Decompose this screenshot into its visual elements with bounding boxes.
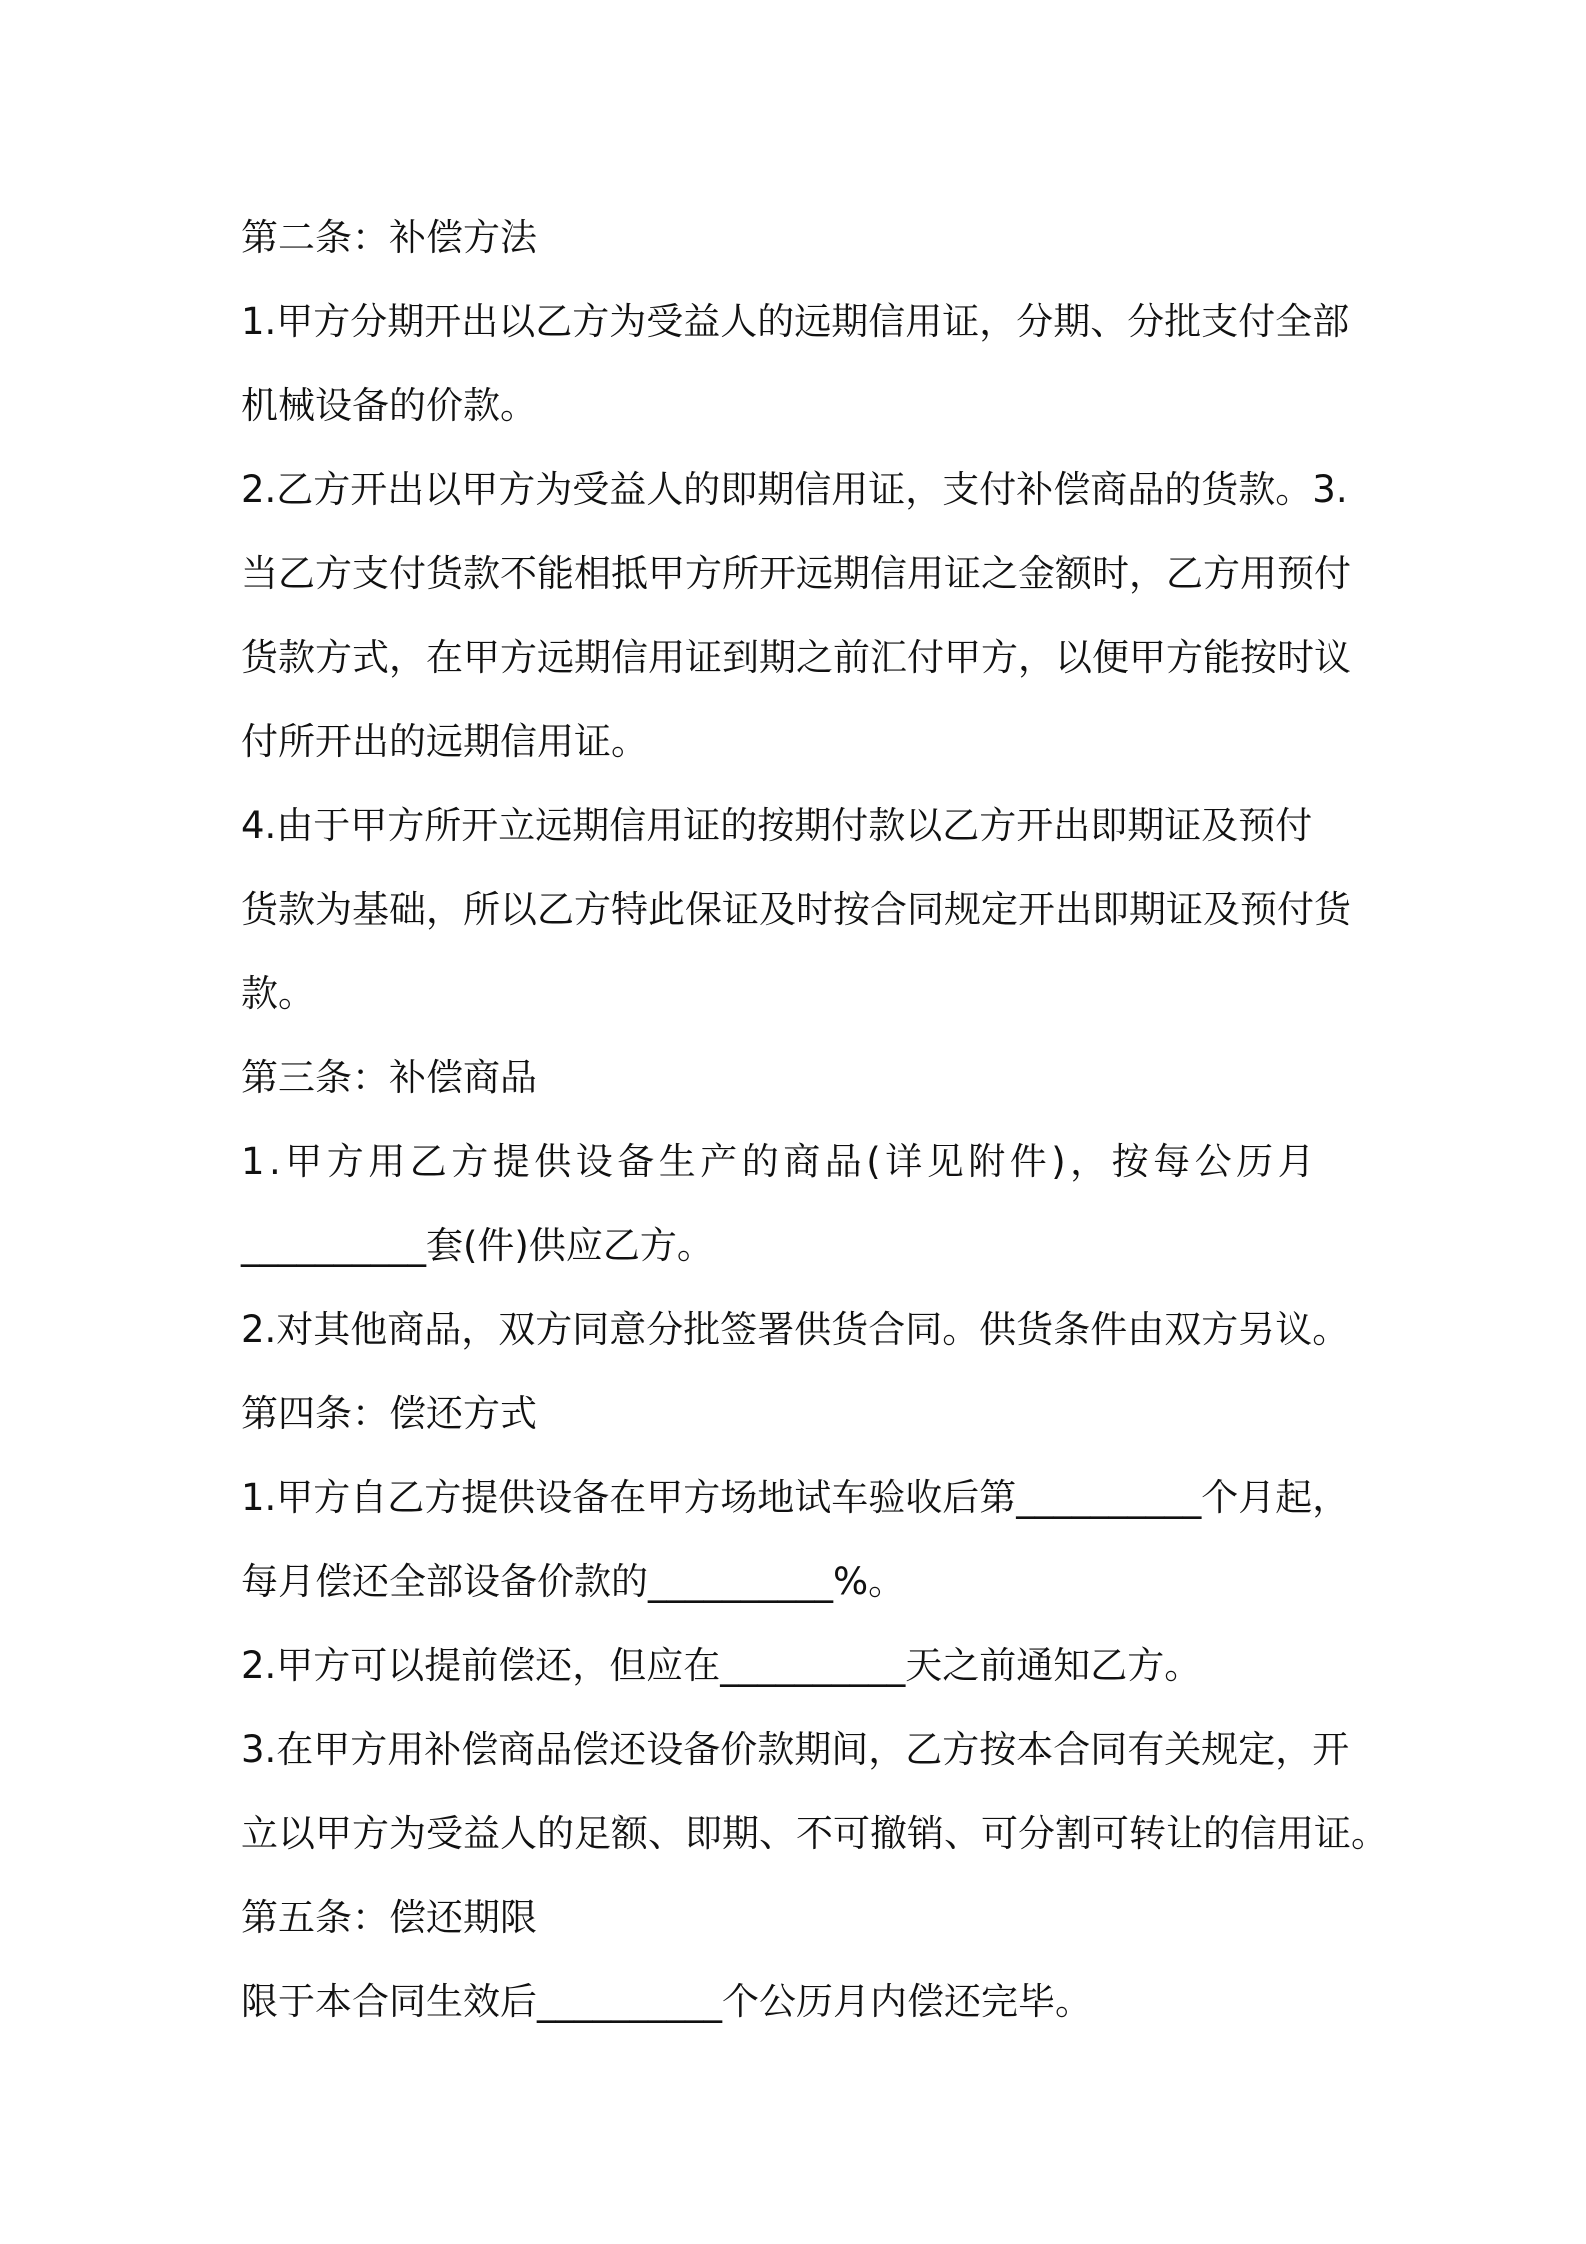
section-heading-5: 第五条：偿还期限 [241,1896,537,1939]
text-line: 1.甲方自乙方提供设备在甲方场地试车验收后第__________个月起， [241,1476,1350,1519]
text-line: 当乙方支付货款不能相抵甲方所开远期信用证之金额时，乙方用预付 [241,552,1351,595]
text-line: 付所开出的远期信用证。 [241,720,648,763]
text-line: 2.甲方可以提前偿还，但应在__________天之前通知乙方。 [241,1644,1202,1687]
section-heading-2: 第二条：补偿方法 [241,216,537,259]
text-line: 限于本合同生效后__________个公历月内偿还完毕。 [241,1980,1092,2023]
text-line: 3.在甲方用补偿商品偿还设备价款期间，乙方按本合同有关规定，开 [241,1728,1350,1771]
text-line: 4.由于甲方所开立远期信用证的按期付款以乙方开出即期证及预付 [241,804,1313,847]
contract-text [241,196,1388,2044]
text-line: 1.甲方分期开出以乙方为受益人的远期信用证，分期、分批支付全部 [241,300,1350,343]
section-heading-4: 第四条：偿还方式 [241,1392,537,1435]
text-line: 2.乙方开出以甲方为受益人的即期信用证，支付补偿商品的货款。3. [241,468,1348,511]
text-line: 立以甲方为受益人的足额、即期、不可撤销、可分割可转让的信用证。 [241,1812,1388,1855]
text-line: 款。 [241,972,315,1015]
text-line: 2.对其他商品，双方同意分批签署供货合同。供货条件由双方另议。 [241,1308,1350,1351]
text-line: __________套(件)供应乙方。 [241,1224,714,1267]
section-heading-3: 第三条：补偿商品 [241,1056,537,1099]
text-line: 货款为基础，所以乙方特此保证及时按合同规定开出即期证及预付货 [241,888,1351,931]
text-line: 每月偿还全部设备价款的__________%。 [241,1560,906,1603]
text-line: 1.甲方用乙方提供设备生产的商品(详见附件)，按每公历月 [241,1140,1320,1183]
text-line: 机械设备的价款。 [241,384,537,427]
text-line: 货款方式，在甲方远期信用证到期之前汇付甲方，以便甲方能按时议 [241,636,1351,679]
